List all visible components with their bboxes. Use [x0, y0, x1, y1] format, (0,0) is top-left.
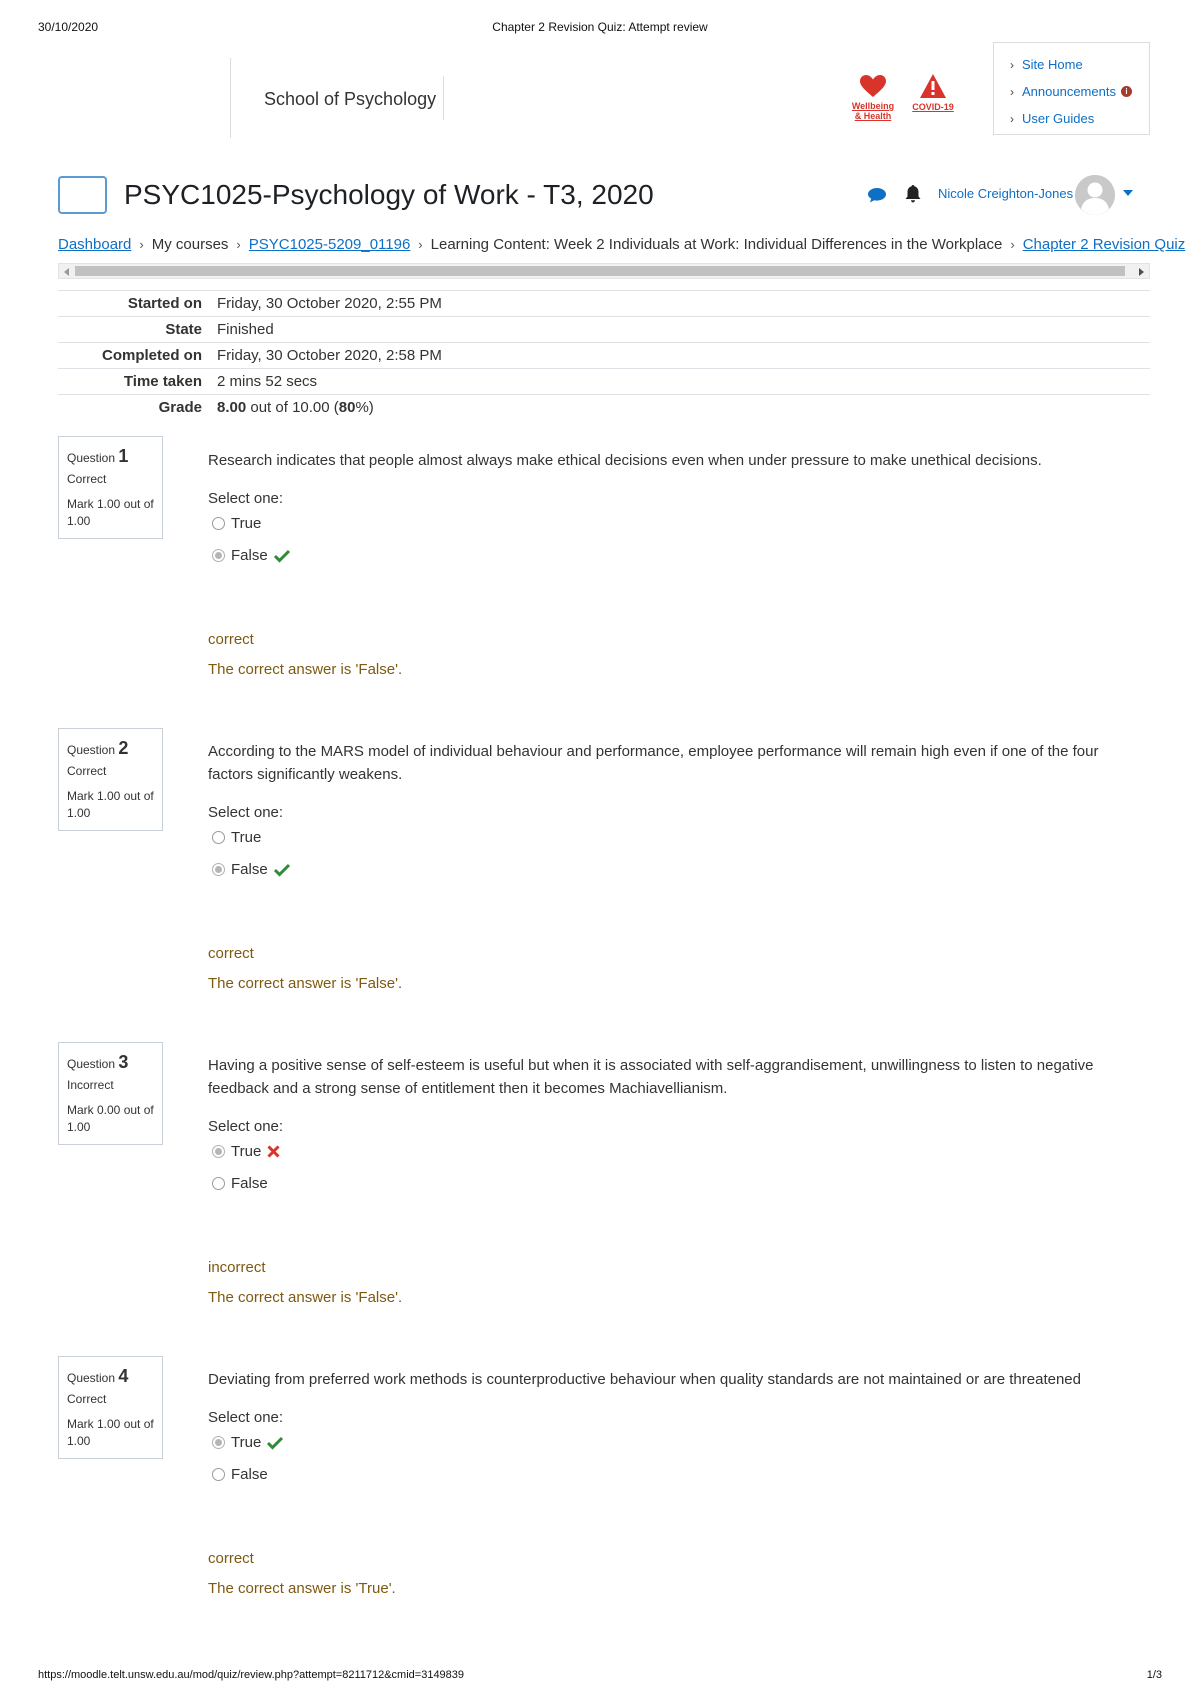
answer-label: False [231, 860, 268, 878]
answer-option[interactable] [208, 1426, 1128, 1458]
summary-value: Friday, 30 October 2020, 2:58 PM [217, 347, 442, 364]
question-info [58, 436, 163, 539]
summary-value: Finished [217, 321, 274, 338]
brand-divider [443, 76, 444, 120]
school-name[interactable]: School of Psychology [264, 89, 437, 109]
answer-label: True [231, 514, 262, 532]
chevron-right-icon: › [1010, 111, 1014, 126]
summary-row-completed [58, 342, 1150, 368]
quicklink-label: User Guides [1022, 111, 1095, 126]
question-number [67, 1366, 162, 1386]
answer-label: False [231, 546, 268, 564]
question-content [208, 1054, 1128, 1199]
chevron-right-icon: › [139, 237, 144, 252]
question-label: Question [67, 743, 116, 757]
heart-icon [859, 74, 887, 98]
quicklink-label: Site Home [1022, 57, 1083, 72]
right-answer: The correct answer is 'True'. [208, 1580, 396, 1597]
question-state: Correct [67, 764, 107, 778]
question-text: According to the MARS model of individual behaviour and performance, employee performance will remain high even if one of the four factors significantly weakens. [208, 743, 1099, 783]
select-one-prompt: Select one: [208, 1409, 284, 1426]
info-icon: i [1121, 86, 1132, 97]
summary-label: Time taken [123, 373, 202, 390]
summary-row-grade [58, 394, 1150, 420]
quicklink-label: Announcements [1022, 84, 1116, 99]
question-number-value: 3 [118, 1052, 129, 1072]
breadcrumb-dashboard[interactable]: Dashboard [58, 236, 132, 253]
chevron-right-icon: › [1010, 57, 1014, 72]
answer-option[interactable] [208, 1167, 1128, 1199]
chevron-right-icon: › [418, 237, 423, 252]
wellbeing-label-1: Wellbeing [851, 101, 895, 111]
answer-option[interactable] [208, 821, 1128, 853]
question-mark: Mark 0.00 out of 1.00 [67, 1103, 154, 1134]
breadcrumb-section: Learning Content: Week 2 Individuals at Work: Individual Differences in the Workplace [430, 236, 1003, 253]
question-label: Question [67, 1371, 116, 1385]
user-menu-name[interactable]: Nicole Creighton-Jones [938, 186, 1074, 201]
chevron-right-icon: › [1010, 84, 1014, 99]
horizontal-scrollbar[interactable] [58, 263, 1150, 279]
chevron-right-icon: › [236, 237, 241, 252]
question-state: Correct [67, 472, 107, 486]
breadcrumb-my-courses: My courses [151, 236, 229, 253]
radio-button[interactable] [212, 1468, 225, 1481]
question-content [208, 1368, 1128, 1490]
question-content [208, 740, 1128, 885]
grade-score: 8.00 [217, 399, 247, 416]
answer-label: True [231, 1142, 262, 1160]
question-number-value: 1 [118, 446, 129, 466]
quicklink-user-guides[interactable] [1010, 105, 1149, 132]
question-feedback: incorrect [208, 1259, 266, 1276]
select-one-prompt: Select one: [208, 490, 284, 507]
question-text: Deviating from preferred work methods is counterproductive behaviour when quality standards are not maintained or are threatened [208, 1371, 1081, 1388]
question-number-value: 4 [118, 1366, 129, 1386]
wellbeing-label-2: & Health [854, 111, 892, 121]
page-title: PSYC1025-Psychology of Work - T3, 2020 [124, 179, 654, 210]
print-page-number: 1/3 [1146, 1669, 1162, 1681]
question-feedback: correct [208, 1550, 254, 1567]
question-mark: Mark 1.00 out of 1.00 [67, 497, 154, 528]
question-number [67, 738, 162, 758]
right-answer: The correct answer is 'False'. [208, 661, 403, 678]
quicklink-announcements[interactable] [1010, 78, 1149, 105]
right-answer: The correct answer is 'False'. [208, 975, 403, 992]
question-info [58, 1042, 163, 1145]
message-icon[interactable] [867, 186, 887, 209]
summary-row-time [58, 368, 1150, 394]
scroll-left-icon[interactable] [64, 268, 69, 276]
grade-end: %) [355, 399, 374, 416]
breadcrumb [58, 236, 1186, 258]
answer-label: False [231, 1174, 268, 1192]
grade-out-of: out of 10.00 ( [246, 399, 339, 416]
print-title: Chapter 2 Revision Quiz: Attempt review [492, 20, 708, 34]
question-mark: Mark 1.00 out of 1.00 [67, 1417, 154, 1448]
breadcrumb-course[interactable]: PSYC1025-5209_01196 [248, 236, 411, 253]
question-text: Research indicates that people almost always make ethical decisions even when under pressure to make unethical decisions. [208, 452, 1042, 469]
summary-label: Started on [127, 295, 202, 312]
correct-check-icon [274, 549, 290, 562]
summary-label: Grade [158, 399, 202, 416]
print-url: https://moodle.telt.unsw.edu.au/mod/quiz/review.php?attempt=8211712&cmid=3149839 [38, 1669, 465, 1681]
select-one-prompt: Select one: [208, 1118, 284, 1135]
summary-value: Friday, 30 October 2020, 2:55 PM [217, 295, 442, 312]
summary-label: State [165, 321, 202, 338]
avatar[interactable] [1075, 175, 1115, 215]
answer-label: True [231, 828, 262, 846]
question-text: Having a positive sense of self-esteem is useful but when it is associated with self-aggrandisement, unwillingness to listen to negative feedback and a strong sense of entitlement then it becomes Machiavellianism. [208, 1057, 1094, 1097]
user-avatar-icon [1075, 175, 1115, 215]
caret-down-icon[interactable] [1123, 190, 1133, 196]
radio-button[interactable] [212, 863, 225, 876]
incorrect-cross-icon [267, 1145, 280, 1158]
covid-link[interactable] [908, 73, 958, 112]
question-feedback: correct [208, 945, 254, 962]
answer-label: False [231, 1465, 268, 1483]
radio-button[interactable] [212, 1436, 225, 1449]
breadcrumb-quiz[interactable]: Chapter 2 Revision Quiz [1022, 236, 1186, 253]
question-state: Correct [67, 1392, 107, 1406]
question-info [58, 1356, 163, 1459]
quick-links [993, 42, 1150, 135]
summary-value: 2 mins 52 secs [217, 373, 318, 390]
question-number [67, 446, 162, 466]
chevron-right-icon: › [1010, 237, 1015, 252]
brand-divider [230, 58, 231, 138]
radio-button[interactable] [212, 517, 225, 530]
radio-button[interactable] [212, 549, 225, 562]
summary-row-started [58, 290, 1150, 316]
answer-option[interactable] [208, 1135, 1128, 1167]
question-state: Incorrect [67, 1078, 114, 1092]
print-header [38, 20, 1162, 36]
scrollbar-thumb[interactable] [75, 266, 1125, 276]
question-feedback: correct [208, 631, 254, 648]
bell-icon[interactable] [904, 184, 922, 209]
answer-option[interactable] [208, 539, 1128, 571]
covid-label: COVID-19 [912, 102, 954, 112]
answer-option[interactable] [208, 507, 1128, 539]
summary-label: Completed on [102, 347, 202, 364]
right-answer: The correct answer is 'False'. [208, 1289, 403, 1306]
question-label: Question [67, 451, 116, 465]
question-number-value: 2 [118, 738, 129, 758]
summary-row-state [58, 316, 1150, 342]
attempt-summary-table [58, 290, 1150, 420]
answer-option[interactable] [208, 1458, 1128, 1490]
radio-button[interactable] [212, 1177, 225, 1190]
print-date: 30/10/2020 [38, 20, 99, 34]
answer-label: True [231, 1433, 262, 1451]
correct-check-icon [274, 863, 290, 876]
answer-option[interactable] [208, 853, 1128, 885]
question-content [208, 449, 1128, 571]
radio-button[interactable] [212, 831, 225, 844]
wellbeing-link[interactable] [846, 74, 900, 121]
correct-check-icon [267, 1436, 283, 1449]
quicklink-site-home[interactable] [1010, 51, 1149, 78]
grade-percent: 80 [338, 399, 356, 416]
print-footer [38, 1669, 1162, 1685]
question-info [58, 728, 163, 831]
scroll-right-icon[interactable] [1139, 268, 1144, 276]
warning-icon [919, 73, 947, 99]
select-one-prompt: Select one: [208, 804, 284, 821]
question-label: Question [67, 1057, 116, 1071]
summary-value [217, 399, 374, 416]
radio-button[interactable] [212, 1145, 225, 1158]
course-image [58, 176, 107, 214]
question-number [67, 1052, 162, 1072]
question-mark: Mark 1.00 out of 1.00 [67, 789, 154, 820]
